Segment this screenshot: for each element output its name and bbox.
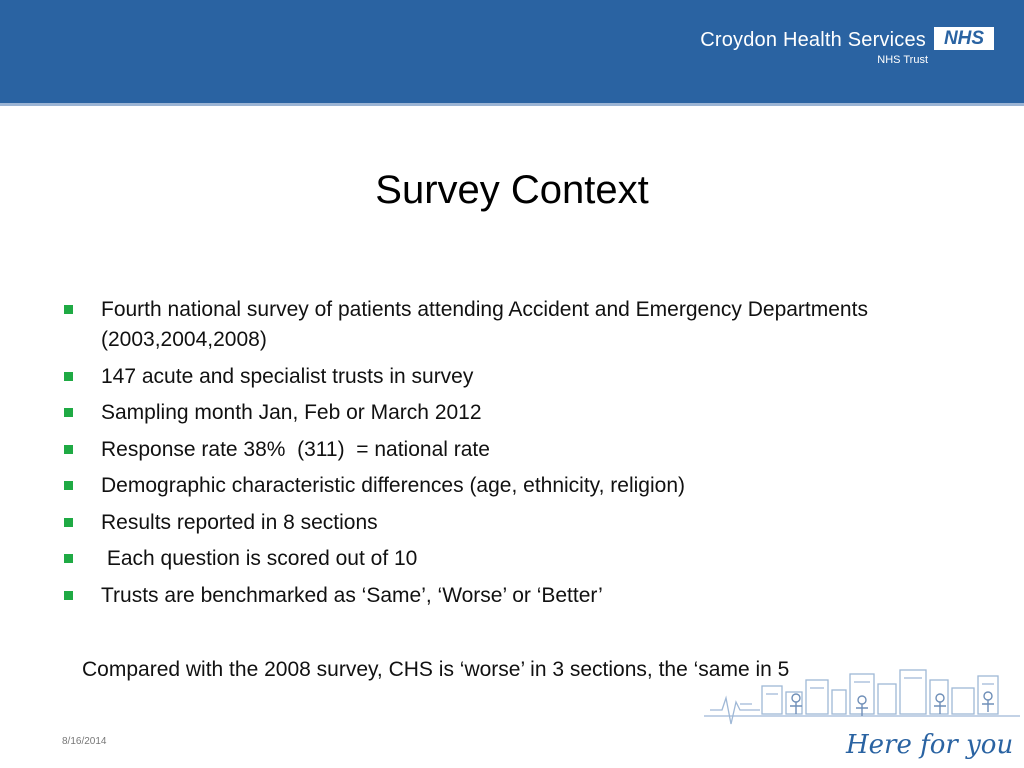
bullet-square-icon bbox=[64, 408, 73, 417]
bullet-text: 147 acute and specialist trusts in survey bbox=[101, 364, 474, 388]
bullet-text: Fourth national survey of patients attending Accident and Emergency Departments (2003,2004,2008) bbox=[101, 298, 868, 351]
slide-title: Survey Context bbox=[375, 168, 649, 212]
bullet-item bbox=[62, 471, 922, 501]
bullet-item bbox=[62, 508, 922, 538]
bullet-square-icon bbox=[64, 305, 73, 314]
bullet-square-icon bbox=[64, 481, 73, 490]
footer-date: 8/16/2014 bbox=[62, 736, 107, 747]
bullet-text: Results reported in 8 sections bbox=[101, 510, 378, 534]
summary-text: Compared with the 2008 survey, CHS is ‘worse’ in 3 sections, the ‘same in 5 bbox=[82, 658, 790, 681]
bullet-text: Demographic characteristic differences (age, ethnicity, religion) bbox=[101, 474, 685, 497]
nhs-logo: NHS bbox=[934, 27, 994, 50]
bullet-square-icon bbox=[64, 445, 73, 454]
bullet-square-icon bbox=[64, 591, 73, 600]
bullet-item bbox=[62, 544, 922, 574]
bullet-text: Sampling month Jan, Feb or March 2012 bbox=[101, 401, 482, 424]
header-bar bbox=[0, 0, 1024, 106]
organisation-name: Croydon Health Services bbox=[700, 29, 926, 51]
bullet-item bbox=[62, 362, 922, 392]
bullet-list bbox=[62, 295, 922, 617]
bullet-square-icon bbox=[64, 554, 73, 563]
bullet-text: Trusts are benchmarked as ‘Same’, ‘Worse’ or ‘Better’ bbox=[101, 583, 603, 607]
bullet-item bbox=[62, 435, 922, 465]
bullet-text: Response rate 38% (311) = national rate bbox=[101, 437, 490, 461]
bullet-square-icon bbox=[64, 372, 73, 381]
organisation-subname: NHS Trust bbox=[877, 54, 928, 66]
bullet-item bbox=[62, 398, 922, 428]
bullet-item bbox=[62, 295, 922, 355]
bullet-square-icon bbox=[64, 518, 73, 527]
tagline: Here for you bbox=[846, 730, 1014, 760]
bullet-item bbox=[62, 581, 922, 611]
bullet-text: Each question is scored out of 10 bbox=[101, 547, 418, 570]
